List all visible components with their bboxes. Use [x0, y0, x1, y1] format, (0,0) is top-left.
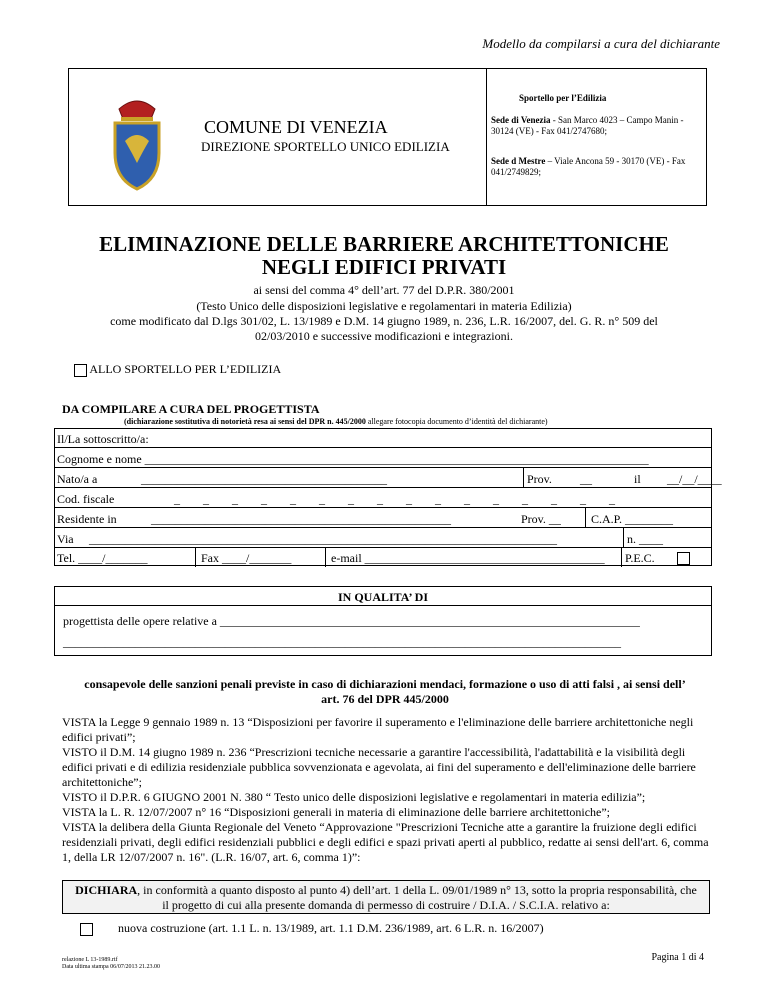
residente-field[interactable]: __________________________________________________ — [151, 512, 451, 526]
nuova-costruzione-row — [80, 921, 544, 936]
progettista-field[interactable]: progettista delle opere relative a ______________________________________________________________________ — [63, 614, 640, 628]
allo-sportello-checkbox[interactable] — [74, 364, 87, 377]
nuova-costruzione-checkbox[interactable] — [80, 923, 93, 936]
subtitle-1: ai sensi del comma 4° dell’art. 77 del D.P.R. 380/2001 — [253, 283, 515, 297]
dichiara-box — [62, 880, 710, 914]
pec-checkbox[interactable] — [677, 552, 690, 565]
crest-logo — [109, 91, 165, 191]
sportello-label: Sportello per l’Edilizia — [519, 93, 607, 103]
subtitle-3: come modificato dal D.lgs 301/02, L. 13/1989 e D.M. 14 giugno 1989, n. 236, L.R. 16/2007, del. G. R. n° 509 del — [110, 314, 658, 328]
nato-label: Nato/a a — [57, 472, 98, 486]
sede-mestre: Sede d Mestre – Viale Ancona 59 - 30170 (VE) - Fax 041/2749829; — [491, 156, 686, 177]
via-field[interactable]: ______________________________________________________________________________ — [89, 532, 557, 546]
pec-label: P.E.C. — [625, 551, 655, 565]
il-label: il — [634, 472, 641, 486]
email-field[interactable]: e-mail ________________________________________ — [331, 551, 605, 565]
qualita-box — [54, 586, 712, 656]
fax-field[interactable]: Fax ____/_______ — [201, 551, 292, 565]
date-field[interactable]: __/__/____ — [667, 472, 722, 486]
progettista-field-2[interactable]: _____________________________________________________________________________________________ — [63, 635, 621, 649]
subtitle-4: 02/03/2010 e successive modificazioni e integrazioni. — [255, 329, 513, 343]
sottoscritto-label: Il/La sottoscritto/a: — [57, 432, 149, 446]
residente-label: Residente in — [57, 512, 117, 526]
civico-field[interactable]: n. ____ — [627, 532, 663, 546]
footer-file: relazione L 13-1989.rtf — [62, 957, 118, 963]
nuova-costruzione-label: nuova costruzione (art. 1.1 L. n. 13/1989, art. 1.1 D.M. 236/1989, art. 6 L.R. n. 16/2007) — [118, 921, 544, 935]
header-box — [68, 68, 707, 206]
dichiarazione-note: (dichiarazione sostitutiva di notorietà resa ai sensi del DPR n. 445/2000 allegare fotocopia documento d’identità del dichiarante) — [124, 417, 548, 426]
allo-sportello-label: ALLO SPORTELLO PER L’EDILIZIA — [89, 362, 282, 376]
subtitle-2: (Testo Unico delle disposizioni legislative e regolamentari in materia Edilizia) — [196, 299, 572, 313]
cod-fiscale-label: Cod. fiscale — [57, 492, 115, 506]
cod-fiscale-cells[interactable]: _ _ _ _ _ _ _ _ _ _ _ _ _ _ _ _ — [174, 492, 615, 506]
tel-field[interactable]: Tel. ____/_______ — [57, 551, 148, 565]
page-number: Pagina 1 di 4 — [651, 952, 704, 963]
cognome-field[interactable]: Cognome e nome ____________________________________________________________________________________ — [57, 452, 649, 466]
dichiara-label: DICHIARA — [75, 883, 138, 897]
title-line-1: ELIMINAZIONE DELLE BARRIERE ARCHITETTONICHE — [99, 232, 669, 256]
direzione-title: DIREZIONE SPORTELLO UNICO EDILIZIA — [201, 139, 450, 154]
nato-field[interactable]: _________________________________________ — [141, 472, 387, 486]
allo-sportello-row — [74, 362, 281, 377]
prov2-field[interactable]: Prov. __ — [521, 512, 561, 526]
header-divider — [486, 69, 487, 205]
progettista-heading: DA COMPILARE A CURA DEL PROGETTISTA — [62, 402, 320, 416]
vista-paragraphs: VISTA la Legge 9 gennaio 1989 n. 13 “Disposizioni per favorire il superamento e l'eliminazione delle barriere architettoniche negli edifici privati”; VISTO il D.M. 14 giugno 1989 n. 236 “Prescrizioni tecniche necessarie a garantire l'accessibilità, l'adattabilità e la visibilità degli edifici privati e di edilizia residenziale pubblica sovvenzionata e agevolata, ai fini del superamento e dell'eliminazione delle barriere architettoniche”; VISTO il D.P.R. 6 GIUGNO 2001 N. 380 “ Testo unico delle disposizioni legislative e regolamentari in materia edilizia”; VISTA la L. R. 12/07/2007 n° 16 “Disposizioni generali in materia di eliminazione delle barriere architettoniche”; VISTA la delibera della Giunta Regionale del Veneto “Approvazione "Prescrizioni Tecniche atte a garantire la fruizione degli edifici residenziali privati, degli edifici residenziali pubblici e degli edifici e spazi privati aperti al pubblico, redatte ai sensi dell'art. 6, comma 1, della LR 12/07/2007 n. 16". (L.R. 16/07, art. 6, comma 1)”: — [62, 715, 709, 864]
dichiara-text: , in conformità a quanto disposto al punto 4) dell’art. 1 della L. 09/01/1989 n° 13, sotto la propria responsabilità, che il progetto di cui alla presente domanda di permesso di costruire / D.I.A. / S.C.I.A. relativo a: — [137, 883, 697, 912]
comune-title: COMUNE DI VENEZIA — [204, 117, 388, 137]
dati-form — [54, 428, 722, 566]
consapevole-text: consapevole delle sanzioni penali previste in caso di dichiarazioni mendaci, formazione o uso di atti falsi , ai sensi dell’ art. 76 del DPR 445/2000 — [84, 677, 686, 706]
title-line-2: NEGLI EDIFICI PRIVATI — [261, 255, 507, 279]
qualita-heading: IN QUALITA’ DI — [337, 590, 428, 604]
via-label: Via — [57, 532, 74, 546]
prov-field[interactable]: __ — [580, 472, 592, 486]
cap-field[interactable]: C.A.P. ________ — [591, 512, 674, 526]
top-note: Modello da compilarsi a cura del dichiarante — [482, 36, 720, 51]
sede-venezia: Sede di Venezia - San Marco 4023 – Campo Manin - 30124 (VE) - Fax 041/2747680; — [491, 115, 684, 136]
footer-date: Data ultima stampa 06/07/2013 21.23.00 — [62, 964, 160, 970]
prov-label: Prov. — [527, 472, 552, 486]
